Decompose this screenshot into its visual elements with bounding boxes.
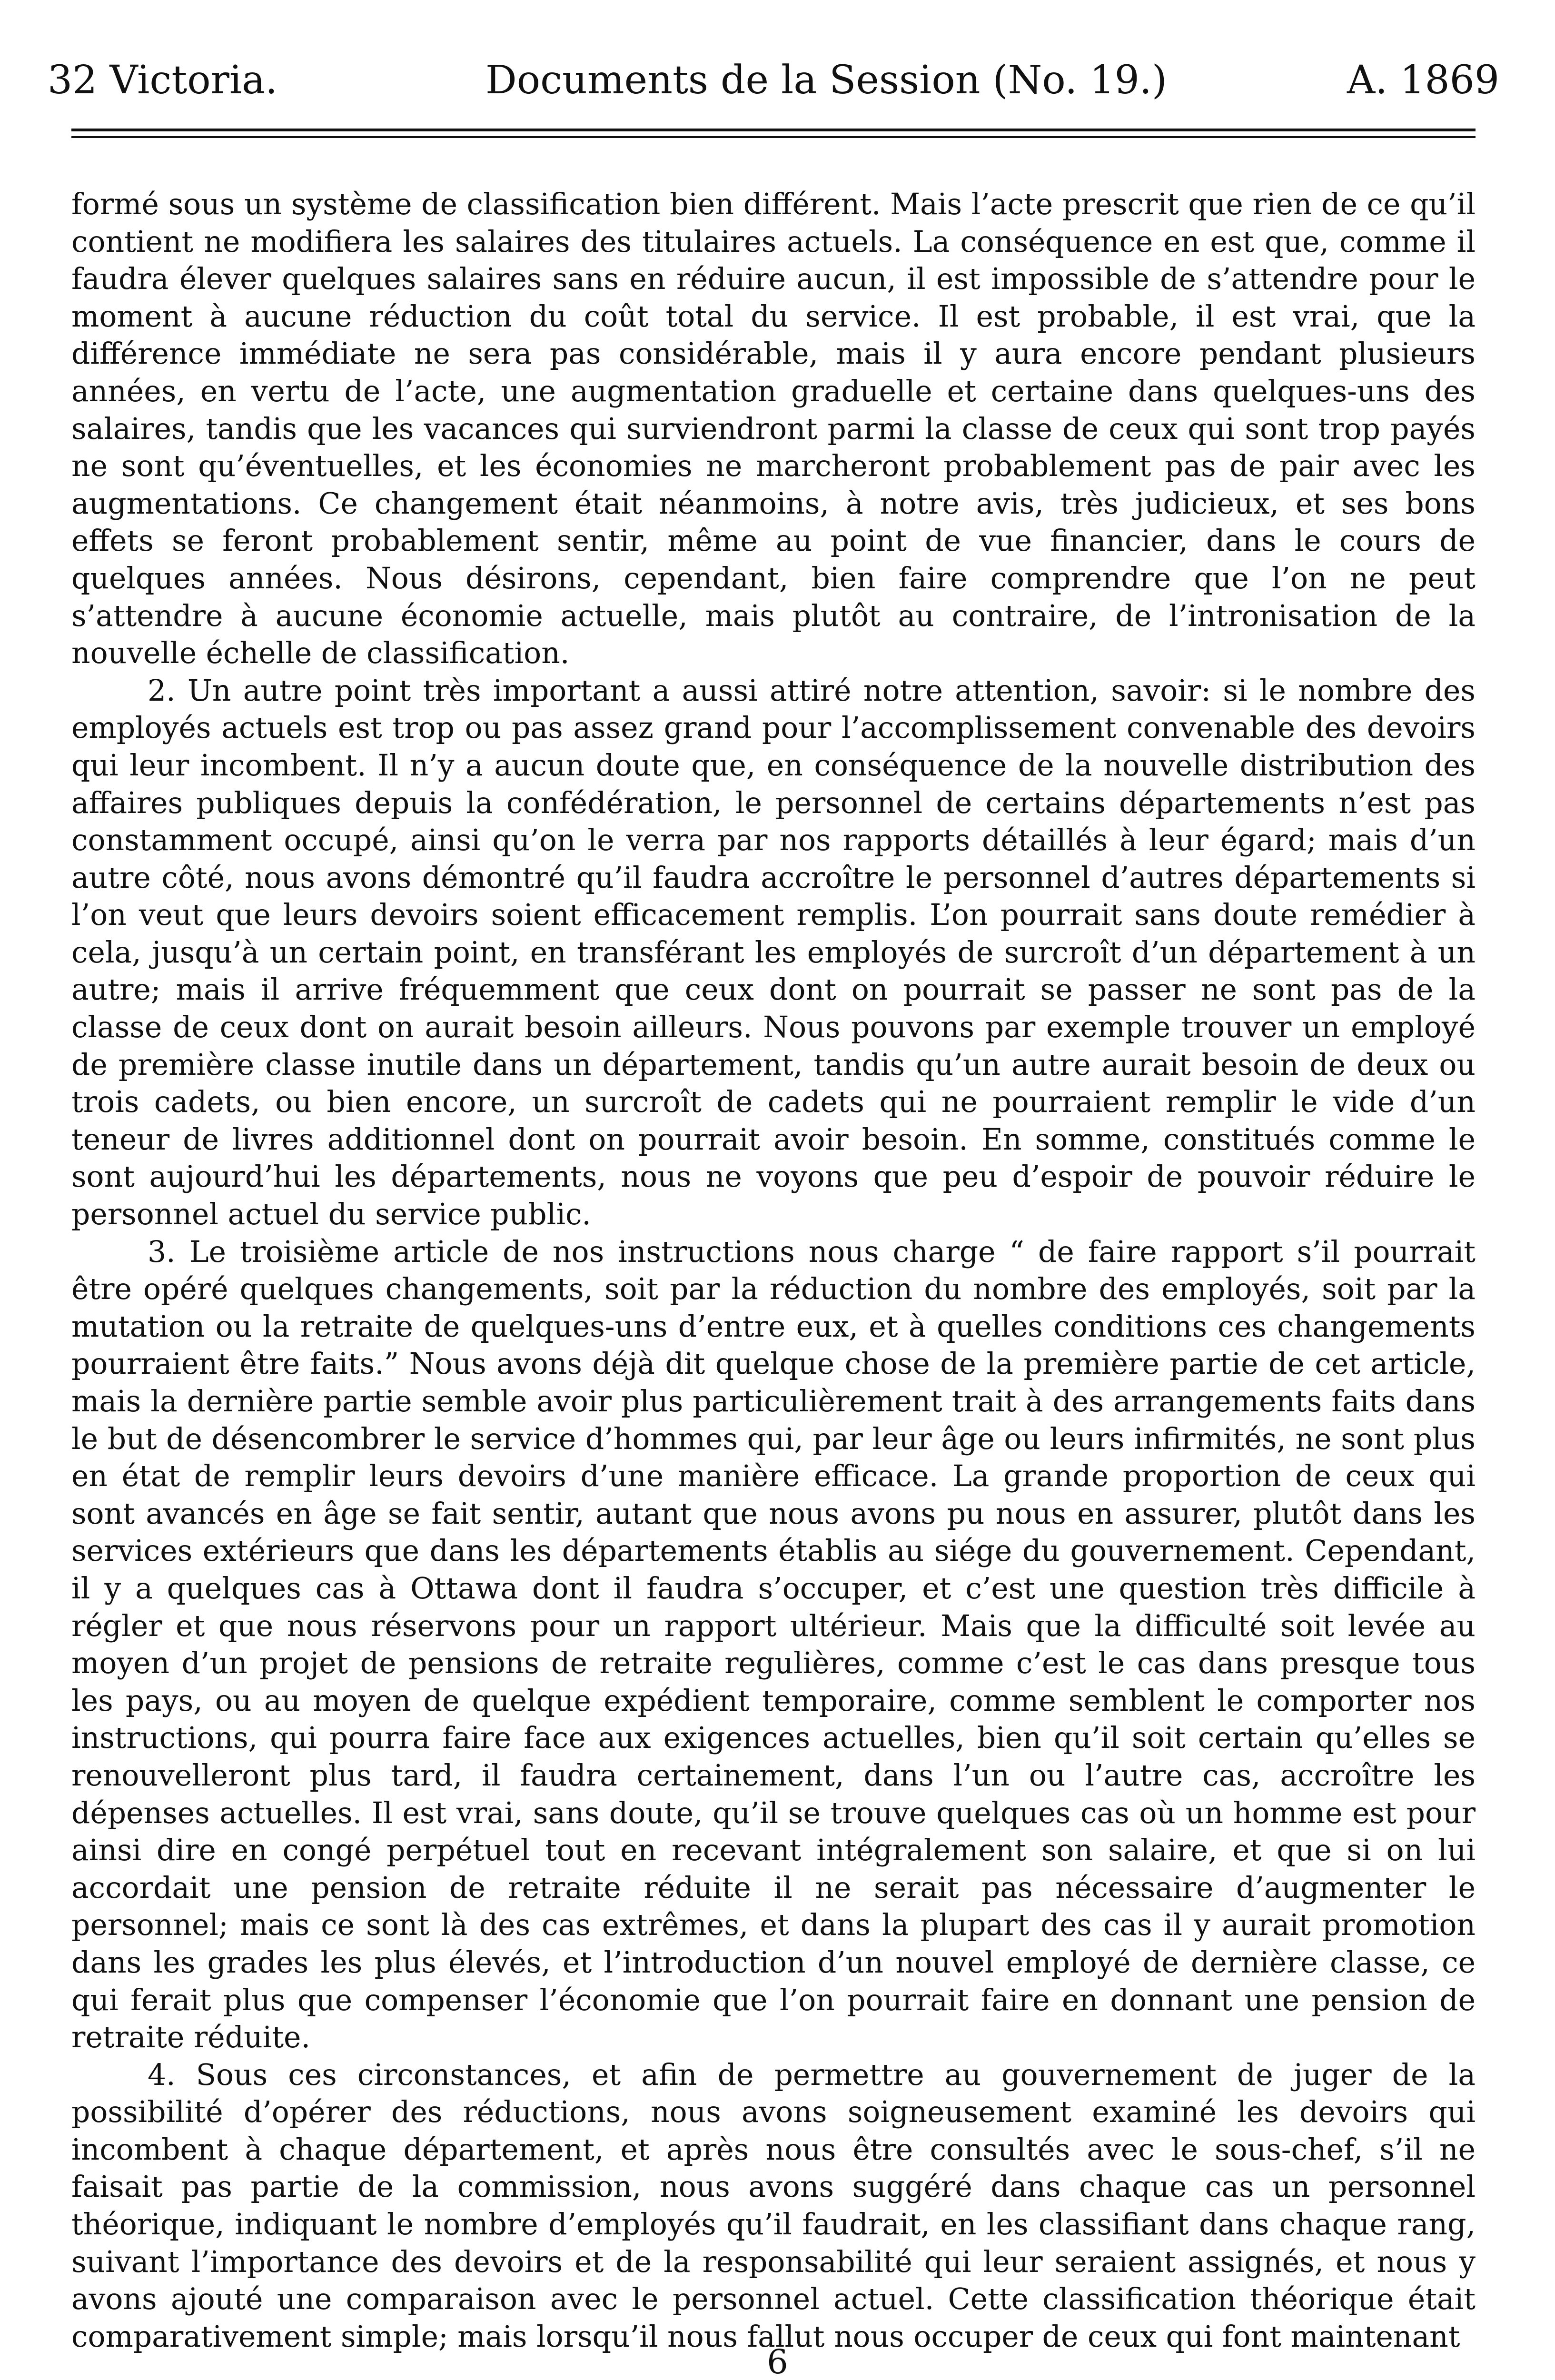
- running-header: [48, 57, 1499, 119]
- header-rule-thin: [71, 136, 1476, 138]
- body-text: [71, 186, 1476, 2354]
- header-series-year: A. 1869: [1347, 58, 1499, 103]
- paragraph-4: 4. Sous ces circonstances, et afin de permettre au gouvernement de juger de la possibilité d’opérer des réductions, nous avons soigneusement examiné les devoirs qui incombent à chaque département, et après nous être consultés avec le sous-chef, s’il ne faisait pas partie de la commission, nous avons suggéré dans chaque cas un personnel théorique, indiquant le nombre d’employés qu’il faudrait, en les classifiant dans chaque rang, suivant l’importance des devoirs et de la responsabilité qui leur seraient assignés, et nous y avons ajouté une comparaison avec le personnel actuel. Cette classification théorique était comparativement simple; mais lorsqu’il nous fallut nous occuper de ceux qui font maintenant: [71, 2057, 1476, 2354]
- header-publication-title: Documents de la Session (No. 19.): [485, 58, 1167, 103]
- paragraph-2: 2. Un autre point très important a aussi attiré notre attention, savoir: si le nombre des employés actuels est trop ou pas assez grand pour l’accomplissement convenable des devoirs qui leur incombent. Il n’y a aucun doute que, en conséquence de la nouvelle distribution des affaires publiques depuis la confédération, le personnel de certains départements n’est pas constamment occupé, ainsi qu’on le verra par nos rapports détaillés à leur égard; mais d’un autre côté, nous avons démontré qu’il faudra accroître le personnel d’autres départements si l’on veut que leurs devoirs soient efficacement remplis. L’on pourrait sans doute remédier à cela, jusqu’à un certain point, en transférant les employés de surcroît d’un département à un autre; mais il arrive fréquemment que ceux dont on pourrait se passer ne sont pas de la classe de ceux dont on aurait besoin ailleurs. Nous pouvons par exemple trouver un employé de première classe inutile dans un département, tandis qu’un autre aurait besoin de deux ou trois cadets, ou bien encore, un surcroît de cadets qui ne pourraient remplir le vide d’un teneur de livres additionnel dont on pourrait avoir besoin. En somme, constitués comme le sont aujourd’hui les départements, nous ne voyons que peu d’espoir de pouvoir réduire le personnel actuel du service public.: [71, 673, 1476, 1232]
- paragraph-3: 3. Le troisième article de nos instructions nous charge “ de faire rapport s’il pourrait être opéré quelques changements, soit par la réduction du nombre des employés, soit par la mutation ou la retraite de quelques-uns d’entre eux, et à quelles conditions ces changements pourraient être faits.” Nous avons déjà dit quelque chose de la première partie de cet article, mais la dernière partie semble avoir plus particulièrement trait à des arrangements faits dans le but de désencombrer le service d’hommes qui, par leur âge ou leurs infirmités, ne sont plus en état de remplir leurs devoirs d’une manière efficace. La grande proportion de ceux qui sont avancés en âge se fait sentir, autant que nous avons pu nous en assurer, plutôt dans les services extérieurs que dans les départements établis au siége du gouvernement. Cependant, il y a quelques cas à Ottawa dont il faudra s’occuper, et c’est une question très difficile à régler et que nous réservons pour un rapport ultérieur. Mais que la difficulté soit levée au moyen d’un projet de pensions de retraite regulières, comme c’est le cas dans presque tous les pays, ou au moyen de quelque expédient temporaire, comme semblent le comporter nos instructions, qui pourra faire face aux exigences actuelles, bien qu’il soit certain qu’elles se renouvelleront plus tard, il faudra certainement, dans l’un ou l’autre cas, accroître les dépenses actuelles. Il est vrai, sans doute, qu’il se trouve quelques cas où un homme est pour ainsi dire en congé perpétuel tout en recevant intégralement son salaire, et que si on lui accordait une pension de retraite réduite il ne serait pas nécessaire d’augmenter le personnel; mais ce sont là des cas extrêmes, et dans la plupart des cas il y aurait promotion dans les grades les plus élevés, et l’introduction d’un nouvel employé de dernière classe, ce qui ferait plus que compenser l’économie que l’on pourrait faire en donnant une pension de retraite réduite.: [71, 1234, 1476, 2055]
- page-number: 6: [767, 2342, 788, 2380]
- paragraph-continuation: formé sous un système de classification bien différent. Mais l’acte prescrit que rien de ce qu’il contient ne modifiera les salaires des titulaires actuels. La conséquence en est que, comme il faudra élever quelques salaires sans en réduire aucun, il est impossible de s’attendre pour le moment à aucune réduction du coût total du service. Il est probable, il est vrai, que la différence immédiate ne sera pas considérable, mais il y aura encore pendant plusieurs années, en vertu de l’acte, une augmentation graduelle et certaine dans quelques-uns des salaires, tandis que les vacances qui surviendront parmi la classe de ceux qui sont trop payés ne sont qu’éventuelles, et les économies ne marcheront probablement pas de pair avec les augmentations. Ce changement était néanmoins, à notre avis, très judicieux, et ses bons effets se feront probablement sentir, même au point de vue financier, dans le cours de quelques années. Nous désirons, cependant, bien faire comprendre que l’on ne peut s’attendre à aucune économie actuelle, mais plutôt au contraire, de l’intronisation de la nouvelle échelle de classification.: [71, 187, 1476, 671]
- header-regnal-year: 32 Victoria.: [48, 58, 278, 103]
- header-rule-thick: [71, 129, 1476, 131]
